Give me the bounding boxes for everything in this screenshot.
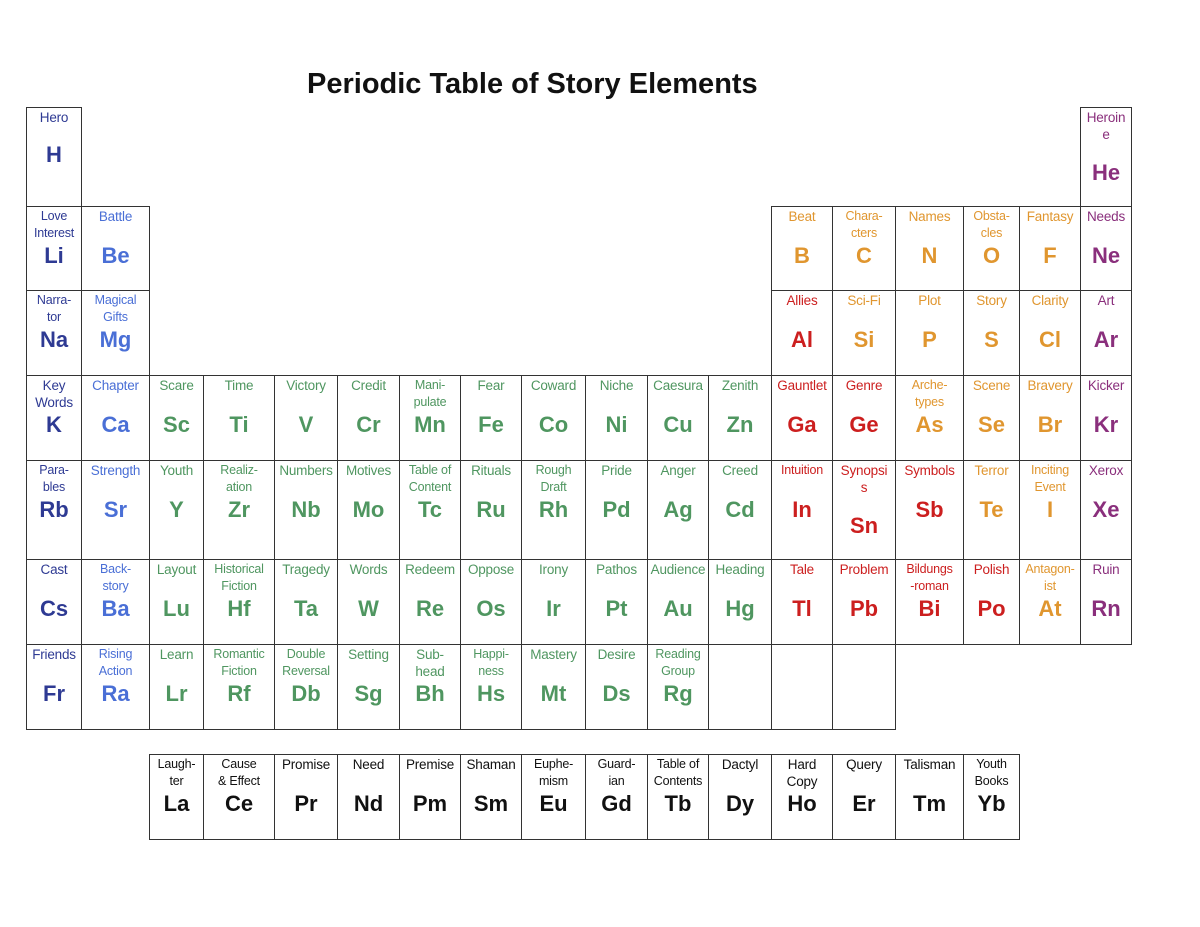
- element-cell-rb: [26, 460, 82, 560]
- element-word: Kicker: [1087, 378, 1125, 393]
- element-symbol: Fr: [43, 681, 65, 706]
- element-word: Ruin: [1092, 562, 1120, 577]
- element-symbol: Rg: [663, 681, 693, 706]
- element-symbol: Al: [791, 327, 813, 352]
- element-word: Pathos: [596, 562, 637, 577]
- element-word: Inciting Event: [1030, 463, 1069, 494]
- element-word: Layout: [156, 562, 197, 577]
- element-word: Rising Action: [98, 647, 133, 678]
- element-word: Back- story: [100, 562, 131, 593]
- element-cell-ba: [81, 559, 150, 645]
- element-word: Need: [352, 757, 385, 772]
- element-cell-na: [26, 290, 82, 376]
- element-word: Romantic Fiction: [213, 647, 265, 678]
- element-symbol: Cs: [39, 596, 69, 621]
- element-word: Fear: [477, 378, 505, 393]
- element-symbol: Cd: [725, 497, 755, 522]
- element-cell-ru: [460, 460, 522, 560]
- element-word: Hero: [39, 110, 69, 125]
- element-cell-br: [1019, 375, 1081, 461]
- element-cell-c: [832, 206, 896, 291]
- element-symbol: Ga: [787, 412, 817, 437]
- element-symbol: Ba: [101, 596, 130, 621]
- element-word: Intuition: [781, 463, 823, 477]
- element-cell-la: [149, 754, 204, 840]
- element-symbol: K: [46, 412, 62, 437]
- element-word: Shaman: [466, 757, 516, 772]
- element-word: Chapter: [92, 378, 139, 393]
- element-cell-er: [832, 754, 896, 840]
- element-cell-rn: [1080, 559, 1132, 645]
- element-word: Love Interest: [33, 209, 75, 240]
- element-symbol: Tm: [913, 791, 946, 816]
- element-cell-rf: [203, 644, 275, 730]
- element-symbol: Sg: [354, 681, 383, 706]
- element-word: Cast: [40, 562, 68, 577]
- element-cell-eu: [521, 754, 586, 840]
- element-word: Tragedy: [282, 562, 330, 577]
- element-cell-sn: [832, 460, 896, 560]
- element-word: Bravery: [1027, 378, 1073, 393]
- element-symbol: Ar: [1093, 327, 1119, 352]
- element-symbol: Ag: [663, 497, 693, 522]
- element-word: Bildungs -roman: [906, 562, 953, 593]
- element-symbol: Zr: [228, 497, 250, 522]
- element-word: Gauntlet: [777, 378, 827, 393]
- element-symbol: Sc: [163, 412, 190, 437]
- element-cell-sm: [460, 754, 522, 840]
- element-cell-hs: [460, 644, 522, 730]
- element-cell-w: [337, 559, 400, 645]
- element-cell-mt: [521, 644, 586, 730]
- element-symbol: I: [1046, 497, 1054, 522]
- element-symbol: Hg: [725, 596, 755, 621]
- element-word: Time: [224, 378, 254, 393]
- element-symbol: Hs: [476, 681, 506, 706]
- element-symbol: Yb: [977, 791, 1006, 816]
- element-word: Sci-Fi: [847, 293, 881, 308]
- element-symbol: Rn: [1091, 596, 1121, 621]
- element-word: Rough Draft: [535, 463, 572, 494]
- element-word: Motives: [345, 463, 392, 478]
- element-word: Numbers: [279, 463, 333, 478]
- element-cell-ge: [832, 375, 896, 461]
- element-symbol: Sn: [849, 513, 879, 538]
- element-cell-h: [26, 107, 82, 207]
- element-symbol: Lu: [163, 596, 190, 621]
- element-cell-empty-85: [832, 644, 896, 730]
- element-symbol: Sb: [915, 497, 944, 522]
- element-symbol: Ge: [849, 412, 879, 437]
- element-symbol: Ca: [101, 412, 130, 437]
- element-cell-be: [81, 206, 150, 291]
- element-cell-pm: [399, 754, 461, 840]
- element-word: Premise: [405, 757, 455, 772]
- element-cell-ni: [585, 375, 648, 461]
- element-cell-au: [647, 559, 709, 645]
- element-word: Double Reversal: [282, 647, 330, 678]
- element-cell-pd: [585, 460, 648, 560]
- element-symbol: Pm: [412, 791, 448, 816]
- element-word: Happi- ness: [473, 647, 509, 678]
- element-cell-al: [771, 290, 833, 376]
- element-symbol: He: [1091, 160, 1121, 185]
- element-cell-hg: [708, 559, 772, 645]
- element-cell-p: [895, 290, 964, 376]
- element-symbol: Ne: [1091, 243, 1121, 268]
- element-word: Symbols: [904, 463, 955, 478]
- element-symbol: Au: [663, 596, 693, 621]
- element-symbol: Rb: [39, 497, 69, 522]
- element-cell-i: [1019, 460, 1081, 560]
- element-cell-nb: [274, 460, 338, 560]
- element-symbol: Te: [979, 497, 1004, 522]
- element-cell-cr: [337, 375, 400, 461]
- element-symbol: Mo: [352, 497, 385, 522]
- element-cell-ho: [771, 754, 833, 840]
- element-cell-cs: [26, 559, 82, 645]
- element-word: Table of Contents: [653, 757, 703, 788]
- element-symbol: Lr: [165, 681, 188, 706]
- element-symbol: Pd: [602, 497, 631, 522]
- element-symbol: Ta: [293, 596, 319, 621]
- element-word: Credit: [351, 378, 386, 393]
- element-cell-ra: [81, 644, 150, 730]
- element-word: Youth: [159, 463, 194, 478]
- element-symbol: La: [163, 791, 190, 816]
- element-word: Para- bles: [39, 463, 69, 494]
- element-symbol: Co: [538, 412, 569, 437]
- element-word: Sub- head: [415, 647, 445, 679]
- element-word: Euphe- mism: [533, 757, 574, 788]
- element-symbol: Pt: [605, 596, 628, 621]
- element-cell-ca: [81, 375, 150, 461]
- element-cell-fe: [460, 375, 522, 461]
- element-symbol: Ra: [101, 681, 130, 706]
- element-symbol: Db: [291, 681, 321, 706]
- element-symbol: Bi: [918, 596, 941, 621]
- element-symbol: Na: [39, 327, 69, 352]
- element-word: Table of Content: [408, 463, 452, 494]
- element-symbol: Ir: [546, 596, 561, 621]
- element-word: Niche: [599, 378, 634, 393]
- element-symbol: Tl: [792, 596, 812, 621]
- element-word: Pride: [601, 463, 632, 478]
- element-cell-ga: [771, 375, 833, 461]
- element-cell-te: [963, 460, 1020, 560]
- element-symbol: Nd: [353, 791, 384, 816]
- element-cell-pr: [274, 754, 338, 840]
- element-cell-bh: [399, 644, 461, 730]
- element-symbol: O: [982, 243, 1001, 268]
- element-word: Query: [846, 757, 882, 772]
- element-cell-mg: [81, 290, 150, 376]
- element-symbol: Kr: [1093, 412, 1119, 437]
- element-cell-empty-84: [771, 644, 833, 730]
- element-cell-b: [771, 206, 833, 291]
- element-symbol: Sm: [473, 791, 509, 816]
- element-cell-ar: [1080, 290, 1132, 376]
- element-word: Historical Fiction: [214, 562, 264, 593]
- element-word: Tale: [790, 562, 814, 577]
- element-symbol: Dy: [725, 791, 755, 816]
- element-word: Beat: [788, 209, 816, 224]
- element-word: Heading: [715, 562, 765, 577]
- element-word: Needs: [1086, 209, 1126, 224]
- element-cell-hf: [203, 559, 275, 645]
- element-word: Chara- cters: [845, 209, 883, 240]
- element-symbol: Ti: [229, 412, 249, 437]
- element-cell-s: [963, 290, 1020, 376]
- element-word: Dactyl: [721, 757, 759, 772]
- element-symbol: Ni: [605, 412, 628, 437]
- element-symbol: Hf: [227, 596, 251, 621]
- element-symbol: Bh: [415, 681, 445, 706]
- element-cell-tl: [771, 559, 833, 645]
- element-cell-k: [26, 375, 82, 461]
- element-symbol: V: [298, 412, 314, 437]
- element-cell-zn: [708, 375, 772, 461]
- element-cell-in: [771, 460, 833, 560]
- element-symbol: Br: [1037, 412, 1063, 437]
- element-word: Genre: [845, 378, 883, 393]
- element-word: Strength: [90, 463, 141, 478]
- element-symbol: Sr: [103, 497, 128, 522]
- element-symbol: Mn: [414, 412, 446, 437]
- element-symbol: N: [921, 243, 938, 268]
- element-word: Narra- tor: [36, 293, 72, 324]
- element-word: Reading Group: [655, 647, 701, 678]
- element-cell-nd: [337, 754, 400, 840]
- element-word: Key Words: [35, 378, 73, 410]
- element-cell-yb: [963, 754, 1020, 840]
- element-word: Words: [349, 562, 388, 577]
- element-symbol: Fe: [478, 412, 504, 437]
- element-word: Allies: [786, 293, 818, 308]
- element-symbol: Pb: [849, 596, 879, 621]
- element-word: Victory: [286, 378, 326, 393]
- element-symbol: Os: [476, 596, 506, 621]
- element-word: Guard- ian: [597, 757, 636, 788]
- element-symbol: Be: [101, 243, 130, 268]
- element-word: Magical Gifts: [94, 293, 137, 324]
- element-word: Battle: [98, 209, 133, 224]
- element-cell-cl: [1019, 290, 1081, 376]
- element-cell-ta: [274, 559, 338, 645]
- element-cell-sg: [337, 644, 400, 730]
- element-cell-ce: [203, 754, 275, 840]
- element-word: Polish: [973, 562, 1010, 577]
- element-cell-fr: [26, 644, 82, 730]
- element-word: Desire: [597, 647, 636, 662]
- element-word: Realiz- ation: [220, 463, 258, 494]
- element-cell-at: [1019, 559, 1081, 645]
- element-cell-kr: [1080, 375, 1132, 461]
- element-symbol: Ds: [602, 681, 631, 706]
- element-cell-ir: [521, 559, 586, 645]
- element-cell-v: [274, 375, 338, 461]
- element-symbol: Pr: [294, 791, 318, 816]
- element-symbol: Ce: [224, 791, 254, 816]
- element-cell-n: [895, 206, 964, 291]
- element-symbol: Rf: [227, 681, 251, 706]
- element-symbol: S: [984, 327, 999, 352]
- element-symbol: B: [794, 243, 810, 268]
- element-word: Irony: [538, 562, 568, 577]
- element-symbol: Y: [169, 497, 184, 522]
- element-cell-xe: [1080, 460, 1132, 560]
- element-symbol: Mt: [540, 681, 567, 706]
- element-cell-lu: [149, 559, 204, 645]
- element-cell-cu: [647, 375, 709, 461]
- element-word: Terror: [974, 463, 1009, 478]
- element-cell-empty-83: [708, 644, 772, 730]
- element-word: Caesura: [653, 378, 703, 393]
- element-symbol: Si: [853, 327, 875, 352]
- element-cell-he: [1080, 107, 1132, 207]
- element-word: Scare: [159, 378, 194, 393]
- element-cell-re: [399, 559, 461, 645]
- element-symbol: As: [915, 412, 944, 437]
- element-symbol: Tb: [664, 791, 692, 816]
- element-word: Arche- types: [911, 378, 948, 409]
- element-word: Hard Copy: [786, 757, 818, 789]
- element-symbol: Rh: [538, 497, 569, 522]
- element-word: Learn: [159, 647, 194, 662]
- element-word: Promise: [281, 757, 331, 772]
- element-word: Anger: [660, 463, 696, 478]
- element-symbol: In: [792, 497, 812, 522]
- element-word: Talisman: [903, 757, 956, 772]
- element-cell-mn: [399, 375, 461, 461]
- element-cell-si: [832, 290, 896, 376]
- element-cell-dy: [708, 754, 772, 840]
- element-word: Scene: [972, 378, 1011, 393]
- element-symbol: Tc: [417, 497, 443, 522]
- element-cell-zr: [203, 460, 275, 560]
- element-word: Laugh- ter: [157, 757, 196, 788]
- element-symbol: Cr: [356, 412, 381, 437]
- element-cell-ne: [1080, 206, 1132, 291]
- element-word: Redeem: [405, 562, 455, 577]
- element-word: Fantasy: [1026, 209, 1074, 224]
- element-symbol: Zn: [726, 412, 754, 437]
- element-symbol: Xe: [1092, 497, 1120, 522]
- element-cell-o: [963, 206, 1020, 291]
- element-cell-mo: [337, 460, 400, 560]
- element-word: Synopsi s: [840, 463, 888, 495]
- element-symbol: Er: [852, 791, 876, 816]
- element-word: Zenith: [721, 378, 759, 393]
- element-word: Setting: [348, 647, 389, 662]
- element-symbol: C: [856, 243, 872, 268]
- element-symbol: Cu: [663, 412, 693, 437]
- element-symbol: Cl: [1039, 327, 1061, 352]
- element-word: Friends: [32, 647, 76, 662]
- element-cell-tb: [647, 754, 709, 840]
- element-symbol: Li: [44, 243, 64, 268]
- element-word: Art: [1097, 293, 1115, 308]
- element-word: Antagon- ist: [1025, 562, 1075, 593]
- page-title: Periodic Table of Story Elements: [307, 68, 758, 100]
- element-cell-sb: [895, 460, 964, 560]
- element-cell-db: [274, 644, 338, 730]
- element-word: Obsta- cles: [973, 209, 1010, 240]
- element-symbol: Eu: [539, 791, 568, 816]
- element-cell-as: [895, 375, 964, 461]
- element-cell-pb: [832, 559, 896, 645]
- element-symbol: H: [46, 142, 62, 167]
- element-cell-f: [1019, 206, 1081, 291]
- element-cell-rh: [521, 460, 586, 560]
- element-cell-bi: [895, 559, 964, 645]
- element-cell-sc: [149, 375, 204, 461]
- element-word: Creed: [722, 463, 758, 478]
- element-cell-ag: [647, 460, 709, 560]
- element-cell-ds: [585, 644, 648, 730]
- element-cell-gd: [585, 754, 648, 840]
- element-word: Heroin e: [1086, 110, 1126, 142]
- element-symbol: Re: [415, 596, 445, 621]
- element-cell-tm: [895, 754, 964, 840]
- element-symbol: Mg: [99, 327, 132, 352]
- element-word: Oppose: [467, 562, 515, 577]
- element-cell-lr: [149, 644, 204, 730]
- element-word: Rituals: [471, 463, 511, 478]
- element-cell-tc: [399, 460, 461, 560]
- element-cell-po: [963, 559, 1020, 645]
- element-cell-rg: [647, 644, 709, 730]
- element-cell-os: [460, 559, 522, 645]
- element-cell-li: [26, 206, 82, 291]
- element-word: Clarity: [1031, 293, 1069, 308]
- element-cell-se: [963, 375, 1020, 461]
- element-word: Audience: [650, 562, 706, 577]
- element-symbol: Gd: [601, 791, 632, 816]
- element-symbol: Ru: [476, 497, 506, 522]
- element-cell-co: [521, 375, 586, 461]
- element-symbol: Se: [978, 412, 1005, 437]
- element-word: Names: [908, 209, 951, 224]
- element-cell-ti: [203, 375, 275, 461]
- element-symbol: Ho: [787, 791, 817, 816]
- element-word: Cause & Effect: [218, 757, 260, 788]
- element-word: Problem: [839, 562, 889, 577]
- element-symbol: F: [1043, 243, 1057, 268]
- element-cell-pt: [585, 559, 648, 645]
- element-symbol: Nb: [291, 497, 321, 522]
- element-cell-y: [149, 460, 204, 560]
- element-symbol: W: [358, 596, 379, 621]
- element-word: Mani- pulate: [413, 378, 447, 409]
- element-word: Plot: [918, 293, 941, 308]
- element-word: Coward: [530, 378, 577, 393]
- element-cell-sr: [81, 460, 150, 560]
- element-symbol: At: [1038, 596, 1062, 621]
- element-cell-cd: [708, 460, 772, 560]
- element-word: Youth Books: [974, 757, 1009, 788]
- element-word: Xerox: [1088, 463, 1124, 478]
- element-symbol: P: [922, 327, 937, 352]
- element-word: Story: [976, 293, 1007, 308]
- element-symbol: Po: [977, 596, 1006, 621]
- element-word: Mastery: [530, 647, 577, 662]
